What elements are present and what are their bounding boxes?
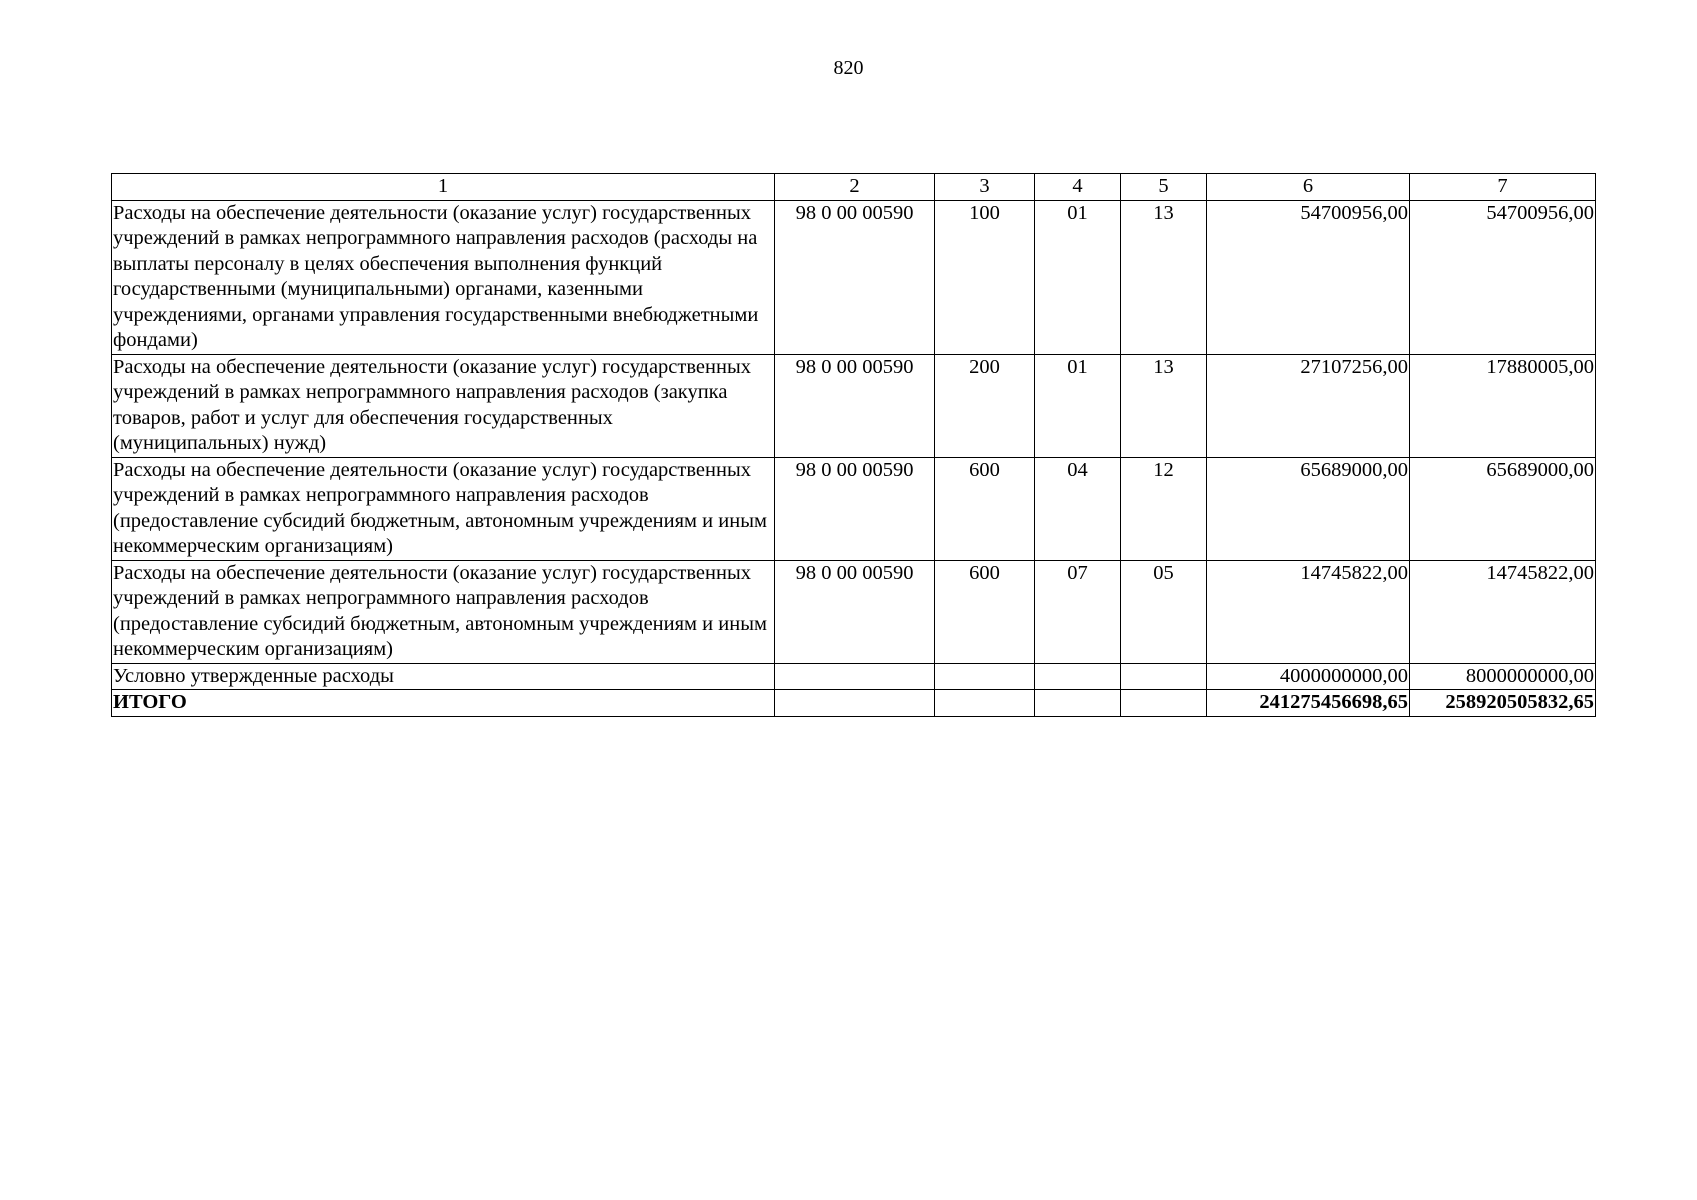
total-label: ИТОГО	[112, 690, 775, 717]
row-target-article: 98 0 00 00590	[775, 354, 935, 457]
row-subsection: 13	[1121, 354, 1207, 457]
row-expense-type: 600	[935, 457, 1035, 560]
row-target-article: 98 0 00 00590	[775, 560, 935, 663]
table-row	[112, 457, 1596, 560]
column-header: 2	[775, 174, 935, 201]
total-amount-year1: 241275456698,65	[1207, 690, 1410, 717]
total-amount-year2: 258920505832,65	[1410, 690, 1596, 717]
row-amount-year2: 17880005,00	[1410, 354, 1596, 457]
empty-cell	[1035, 690, 1121, 717]
column-header: 5	[1121, 174, 1207, 201]
column-header: 3	[935, 174, 1035, 201]
total-row	[112, 690, 1596, 717]
row-target-article	[775, 663, 935, 690]
row-target-article: 98 0 00 00590	[775, 200, 935, 354]
row-section	[1035, 663, 1121, 690]
row-target-article: 98 0 00 00590	[775, 457, 935, 560]
row-amount-year1: 14745822,00	[1207, 560, 1410, 663]
row-description: Расходы на обеспечение деятельности (оказание услуг) государственных учреждений в рамках непрограммного направления расходов (закупка товаров, работ и услуг для обеспечения государственных (муниципальных) нужд)	[112, 354, 775, 457]
table-row	[112, 663, 1596, 690]
row-amount-year1: 4000000000,00	[1207, 663, 1410, 690]
row-amount-year1: 54700956,00	[1207, 200, 1410, 354]
row-amount-year1: 27107256,00	[1207, 354, 1410, 457]
row-amount-year1: 65689000,00	[1207, 457, 1410, 560]
row-subsection: 13	[1121, 200, 1207, 354]
table-row	[112, 200, 1596, 354]
empty-cell	[935, 690, 1035, 717]
row-section: 04	[1035, 457, 1121, 560]
empty-cell	[1121, 690, 1207, 717]
column-header: 1	[112, 174, 775, 201]
row-amount-year2: 54700956,00	[1410, 200, 1596, 354]
page-number: 820	[833, 57, 864, 79]
column-header: 6	[1207, 174, 1410, 201]
row-amount-year2: 14745822,00	[1410, 560, 1596, 663]
row-description: Условно утвержденные расходы	[112, 663, 775, 690]
row-subsection: 05	[1121, 560, 1207, 663]
table-row	[112, 354, 1596, 457]
row-expense-type: 600	[935, 560, 1035, 663]
row-subsection: 12	[1121, 457, 1207, 560]
budget-table	[111, 173, 1596, 717]
row-expense-type: 100	[935, 200, 1035, 354]
row-description: Расходы на обеспечение деятельности (оказание услуг) государственных учреждений в рамках непрограммного направления расходов (предоставление субсидий бюджетным, автономным учреждениям и иным некоммерческим организациям)	[112, 560, 775, 663]
row-section: 01	[1035, 200, 1121, 354]
row-description: Расходы на обеспечение деятельности (оказание услуг) государственных учреждений в рамках непрограммного направления расходов (расходы на выплаты персоналу в целях обеспечения выполнения функций государственными (муниципальными) органами, казенными учреждениями, органами управления государственными внебюджетными фондами)	[112, 200, 775, 354]
row-subsection	[1121, 663, 1207, 690]
column-header: 4	[1035, 174, 1121, 201]
table-row	[112, 560, 1596, 663]
empty-cell	[775, 690, 935, 717]
row-section: 01	[1035, 354, 1121, 457]
row-expense-type: 200	[935, 354, 1035, 457]
row-expense-type	[935, 663, 1035, 690]
row-amount-year2: 65689000,00	[1410, 457, 1596, 560]
column-header: 7	[1410, 174, 1596, 201]
row-description: Расходы на обеспечение деятельности (оказание услуг) государственных учреждений в рамках непрограммного направления расходов (предоставление субсидий бюджетным, автономным учреждениям и иным некоммерческим организациям)	[112, 457, 775, 560]
row-section: 07	[1035, 560, 1121, 663]
row-amount-year2: 8000000000,00	[1410, 663, 1596, 690]
header-row	[112, 174, 1596, 201]
